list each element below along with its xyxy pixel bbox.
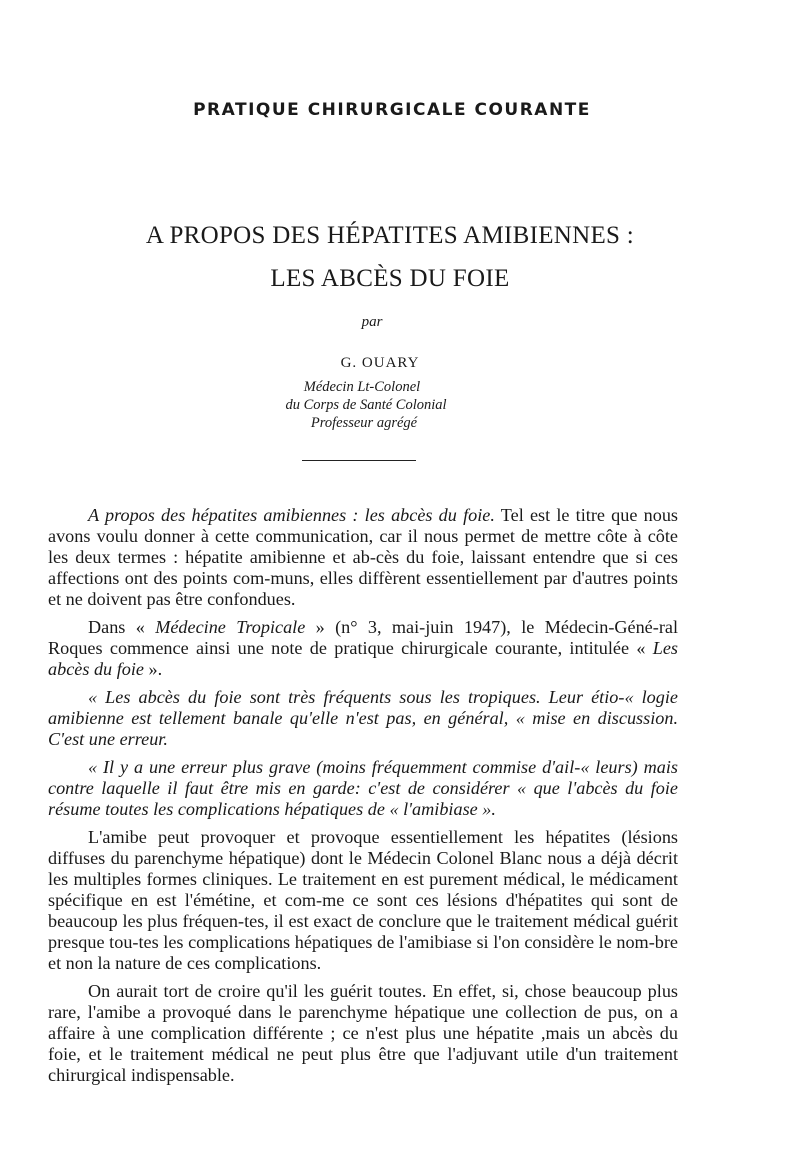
intro-title-phrase: A propos des hépatites amibiennes : les abcès du foie.: [88, 505, 495, 525]
quote-2-text: « Il y a une erreur plus grave (moins fréquemment commise d'ail-« leurs) mais contre laquelle il faut être mis en garde: c'est de considérer « que l'abcès du foie résume toutes les complications hépatiques de « l'amibiase ».: [48, 757, 678, 819]
citation-text-b: » (n° 3, mai-juin 1947), le Médecin-Géné-ral Roques commence ainsi une note de pratique chirurgicale courante, intitulée «: [48, 617, 678, 658]
paragraph-quote-1: [48, 687, 678, 750]
paragraph-amibe: L'amibe peut provoquer et provoque essentiellement les hépatites (lésions diffuses du parenchyme hépatique) dont le Médecin Colonel Blanc nous a déjà décrit les multiples formes cliniques. Le traitement en est purement médical, le médicament spécifique en est l'émétine, et com-me ce sont ces lésions d'hépatites qui sont de beaucoup les plus fréquen-tes, il est exact de conclure que le traitement médical guérit presque tou-tes les complications hépatiques de l'amibiase si l'on considère le nom-bre et non la nature de ces complications.: [48, 827, 678, 973]
paragraph-conclusion: On aurait tort de croire qu'il les guérit toutes. En effet, si, chose beaucoup plus rare, l'amibe a provoqué dans le parenchyme hépatique une collection de pus, on a affaire à une complication différente ; ce n'est plus une hépatite ,mais un abcès du foie, et le traitement médical ne peut plus être que l'adjuvant utile d'un traitement chirurgical indispensable.: [48, 981, 678, 1085]
quote-1-text: « Les abcès du foie sont très fréquents sous les tropiques. Leur étio-« logie amibienne est tellement banale qu'elle n'est pas, en général, « mise en discussion. C'est une erreur.: [48, 687, 678, 749]
separator-rule: [302, 460, 416, 461]
journal-name: Médecine Tropicale: [155, 617, 306, 637]
citation-text-c: ».: [143, 659, 163, 679]
author-affiliation-corps: du Corps de Santé Colonial: [285, 397, 447, 413]
citation-text-a: Dans «: [88, 617, 156, 637]
article-title-line-2: LES ABCÈS DU FOIE: [270, 265, 510, 292]
section-heading: PRATIQUE CHIRURGICALE COURANTE: [193, 100, 591, 120]
author-name: G. OUARY: [340, 355, 420, 371]
author-affiliation-rank: Médecin Lt-Colonel: [303, 379, 421, 395]
note-title: Les abcès du foie: [48, 638, 678, 679]
article-title-line-1: A PROPOS DES HÉPATITES AMIBIENNES :: [145, 222, 635, 249]
byline-par: par: [361, 314, 383, 330]
article-body: [48, 505, 678, 1093]
author-affiliation-title: Professeur agrégé: [310, 415, 418, 431]
paragraph-intro: [48, 505, 678, 610]
intro-text: Tel est le titre que nous avons voulu donner à cette communication, car il nous permet de mettre côte à côte les deux termes : hépatite amibienne et ab-cès du foie, laissant entendre que si ces affections ont des points com-muns, elles diffèrent essentiellement par d'autres points et ne doivent pas être confondues.: [48, 505, 679, 609]
paragraph-quote-2: [48, 757, 678, 820]
paragraph-citation: [48, 617, 678, 680]
